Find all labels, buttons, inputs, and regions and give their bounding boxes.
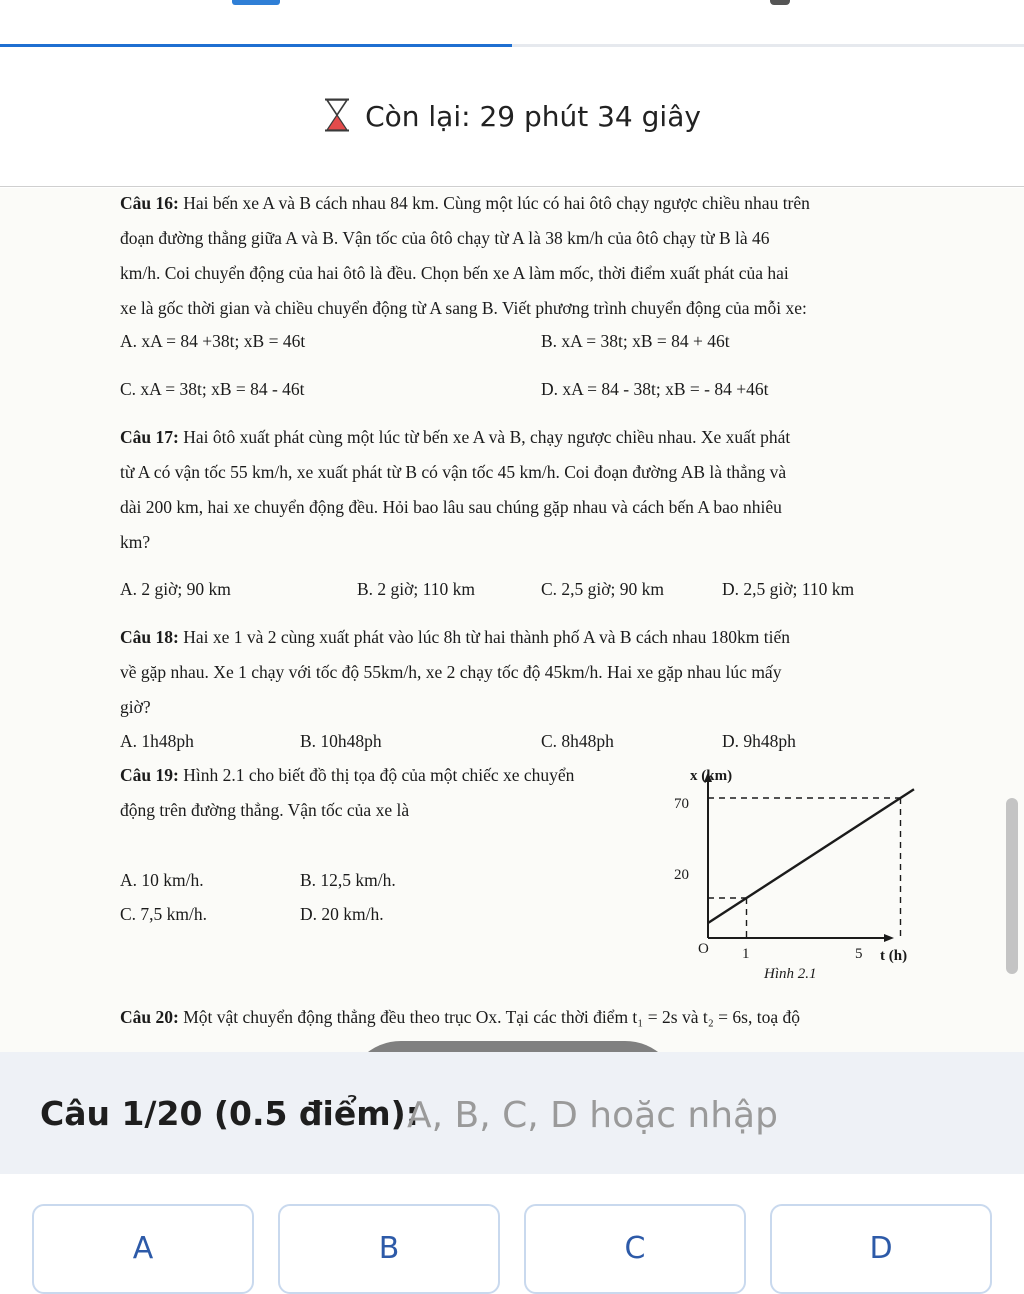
option-d: D. 2,5 giờ; 110 km	[722, 579, 855, 599]
question-label: Câu 17:	[120, 427, 179, 447]
zoom-controls	[346, 1041, 680, 1052]
x-tick-label: 1	[742, 946, 750, 962]
option-a: A. 1h48ph	[120, 731, 194, 751]
question-label: Câu 19:	[120, 765, 179, 785]
hourglass-icon	[323, 98, 351, 132]
timer-text: Còn lại: 29 phút 34 giây	[365, 100, 701, 133]
question-20	[120, 1000, 920, 1035]
scrollbar[interactable]	[1006, 798, 1018, 974]
option-d: D. xA = 84 - 38t; xB = - 84 +46t	[541, 379, 769, 399]
question-text: km/h. Coi chuyển động của hai ôtô là đều. Chọn bến xe A làm mốc, thời điểm xuất phát của hai	[120, 263, 789, 283]
question-text: về gặp nhau. Xe 1 chạy với tốc độ 55km/h, xe 2 chạy tốc độ 45km/h. Hai xe gặp nhau lúc mấy	[120, 662, 782, 682]
question-text: từ A có vận tốc 55 km/h, xe xuất phát từ B có vận tốc 45 km/h. Coi đoạn đường AB là thẳng và	[120, 462, 787, 482]
tab-indicator	[232, 0, 280, 5]
question-text: Hai ôtô xuất phát cùng một lúc từ bến xe A và B, chạy ngược chiều nhau. Xe xuất phát	[178, 427, 791, 447]
question-text: động trên đường thẳng. Vận tốc của xe là	[120, 800, 410, 820]
question-label: Câu 16:	[120, 193, 179, 213]
option-b: B. 10h48ph	[300, 731, 382, 751]
top-control	[770, 0, 790, 5]
option-c: C. 7,5 km/h.	[120, 904, 208, 924]
question-text: Hai xe 1 và 2 cùng xuất phát vào lúc 8h từ hai thành phố A và B cách nhau 180km tiến	[178, 627, 790, 647]
question-text: km?	[120, 532, 151, 552]
choice-c-button[interactable]: C	[524, 1204, 746, 1294]
question-16	[120, 188, 920, 326]
y-tick-label: 20	[674, 867, 689, 883]
x-axis-label: t (h)	[880, 948, 908, 964]
top-bar	[0, 0, 1024, 48]
question-text: Một vật chuyển động thẳng đều theo trục Ox. Tại các thời điểm t₁ = 2s và t₂ = 6s, toạ độ	[178, 1007, 800, 1027]
question-17	[120, 420, 920, 560]
choice-a-button[interactable]: A	[32, 1204, 254, 1294]
question-label: Câu 20:	[120, 1007, 179, 1027]
position-time-graph	[660, 760, 930, 996]
progress-fill	[0, 44, 512, 47]
option-d: D. 20 km/h.	[300, 904, 384, 924]
graph-line	[708, 789, 914, 923]
y-tick-label: 70	[674, 796, 689, 812]
option-a: A. 2 giờ; 90 km	[120, 579, 231, 599]
question-text: giờ?	[120, 697, 151, 717]
option-c: C. xA = 38t; xB = 84 - 46t	[120, 379, 305, 399]
question-text: dài 200 km, hai xe chuyển động đều. Hỏi bao lâu sau chúng gặp nhau và cách bến A bao nhiêu	[120, 497, 782, 517]
figure-caption: Hình 2.1	[764, 966, 817, 982]
choice-d-button[interactable]: D	[770, 1204, 992, 1294]
timer	[0, 100, 1024, 135]
y-axis-label: x (km)	[690, 768, 733, 784]
progress-bar	[0, 44, 1024, 47]
question-text: đoạn đường thẳng giữa A và B. Vận tốc của ôtô chạy từ A là 38 km/h của ôtô chạy từ B là 46	[120, 228, 770, 248]
option-a: A. xA = 84 +38t; xB = 46t	[120, 331, 306, 351]
question-label: Câu 18:	[120, 627, 179, 647]
option-d: D. 9h48ph	[722, 731, 796, 751]
option-b: B. xA = 38t; xB = 84 + 46t	[541, 331, 730, 351]
x-tick-label: 5	[855, 946, 863, 962]
option-b: B. 12,5 km/h.	[300, 870, 396, 890]
divider	[0, 186, 1024, 187]
question-document	[0, 188, 1024, 1052]
choice-b-button[interactable]: B	[278, 1204, 500, 1294]
question-text: Hai bến xe A và B cách nhau 84 km. Cùng một lúc có hai ôtô chạy ngược chiều nhau trên	[178, 193, 810, 213]
option-c: C. 8h48ph	[541, 731, 614, 751]
option-a: A. 10 km/h.	[120, 870, 204, 890]
question-text: xe là gốc thời gian và chiều chuyển động từ A sang B. Viết phương trình chuyển động của mỗi xe:	[120, 298, 807, 318]
origin-label: O	[698, 941, 709, 957]
question-text: Hình 2.1 cho biết đồ thị tọa độ của một chiếc xe chuyển	[178, 765, 575, 785]
option-c: C. 2,5 giờ; 90 km	[541, 579, 665, 599]
option-b: B. 2 giờ; 110 km	[357, 579, 475, 599]
question-18	[120, 620, 920, 725]
answer-label: Câu 1/20 (0.5 điểm):	[40, 1094, 419, 1133]
x-axis-arrow	[884, 934, 894, 942]
answer-input[interactable]	[407, 1090, 967, 1140]
question-19	[120, 758, 660, 828]
